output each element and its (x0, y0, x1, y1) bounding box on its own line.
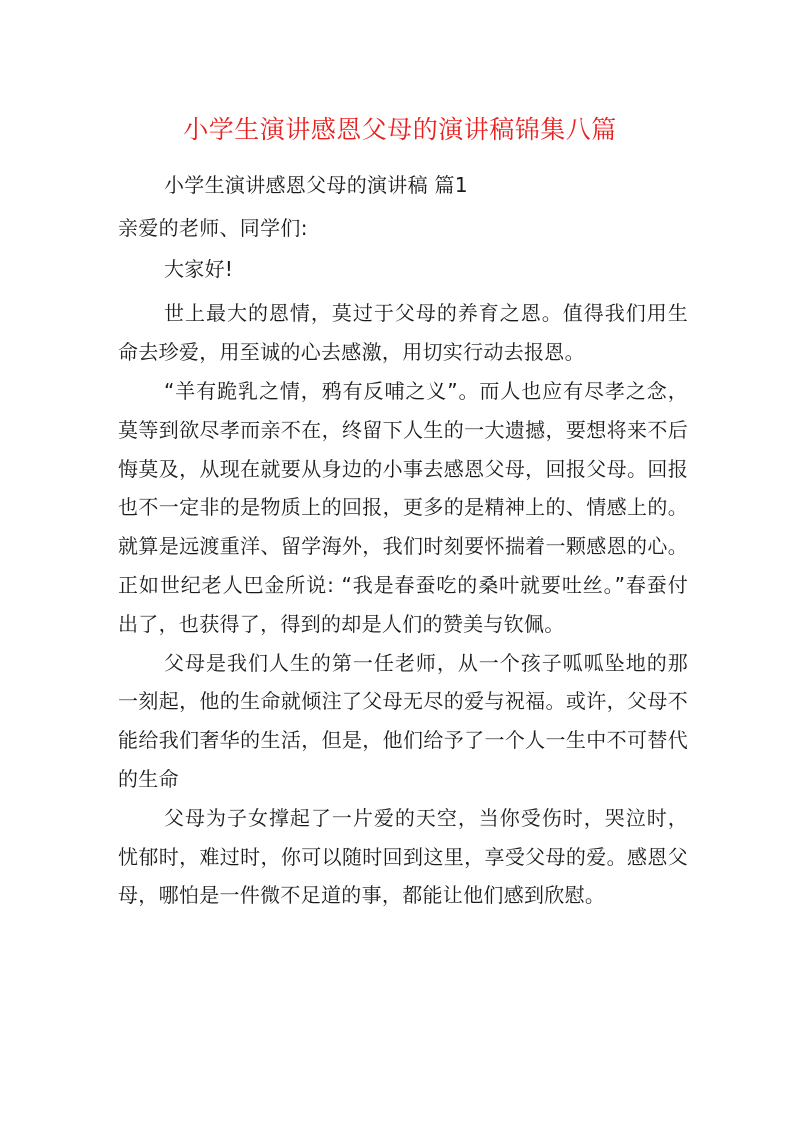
paragraph-4: 父母为子女撑起了一片爱的天空，当你受伤时，哭泣时，忧郁时，难过时，你可以随时回到这里，享受父母的爱。感恩父母，哪怕是一件微不足道的事，都能让他们感到欣慰。 (118, 805, 688, 908)
section-heading: 小学生演讲感恩父母的演讲稿 篇1 (164, 173, 468, 197)
paragraph-1: 世上最大的恩情，莫过于父母的养育之恩。值得我们用生命去珍爱，用至诚的心去感激，用切实行动去报恩。 (118, 301, 688, 365)
paragraph-3: 父母是我们人生的第一任老师，从一个孩子呱呱坠地的那一刻起，他的生命就倾注了父母无尽的爱与祝福。或许，父母不能给我们奢华的生活，但是，他们给予了一个人一生中不可替代的生命 (118, 650, 688, 791)
document-body (118, 166, 688, 915)
document-title: 小学生演讲感恩父母的演讲稿锦集八篇 (183, 115, 617, 144)
salutation: 亲爱的老师、同学们: (118, 215, 308, 240)
greeting: 大家好! (164, 256, 234, 281)
paragraph-2: “羊有跪乳之情，鸦有反哺之义”。而人也应有尽孝之念，莫等到欲尽孝而亲不在，终留下人生的一大遗撼，要想将来不后悔莫及，从现在就要从身边的小事去感恩父母，回报父母。回报也不一定非的是物质上的回报，更多的是精神上的、情感上的。就算是远渡重洋、留学海外，我们时刻要怀揣着一颗感恩的心。正如世纪老人巴金所说: “我是春蚕吃的桑叶就要吐丝。”春蚕付出了，也获得了，得到的却是人们的赞美与钦佩。 (118, 378, 688, 636)
